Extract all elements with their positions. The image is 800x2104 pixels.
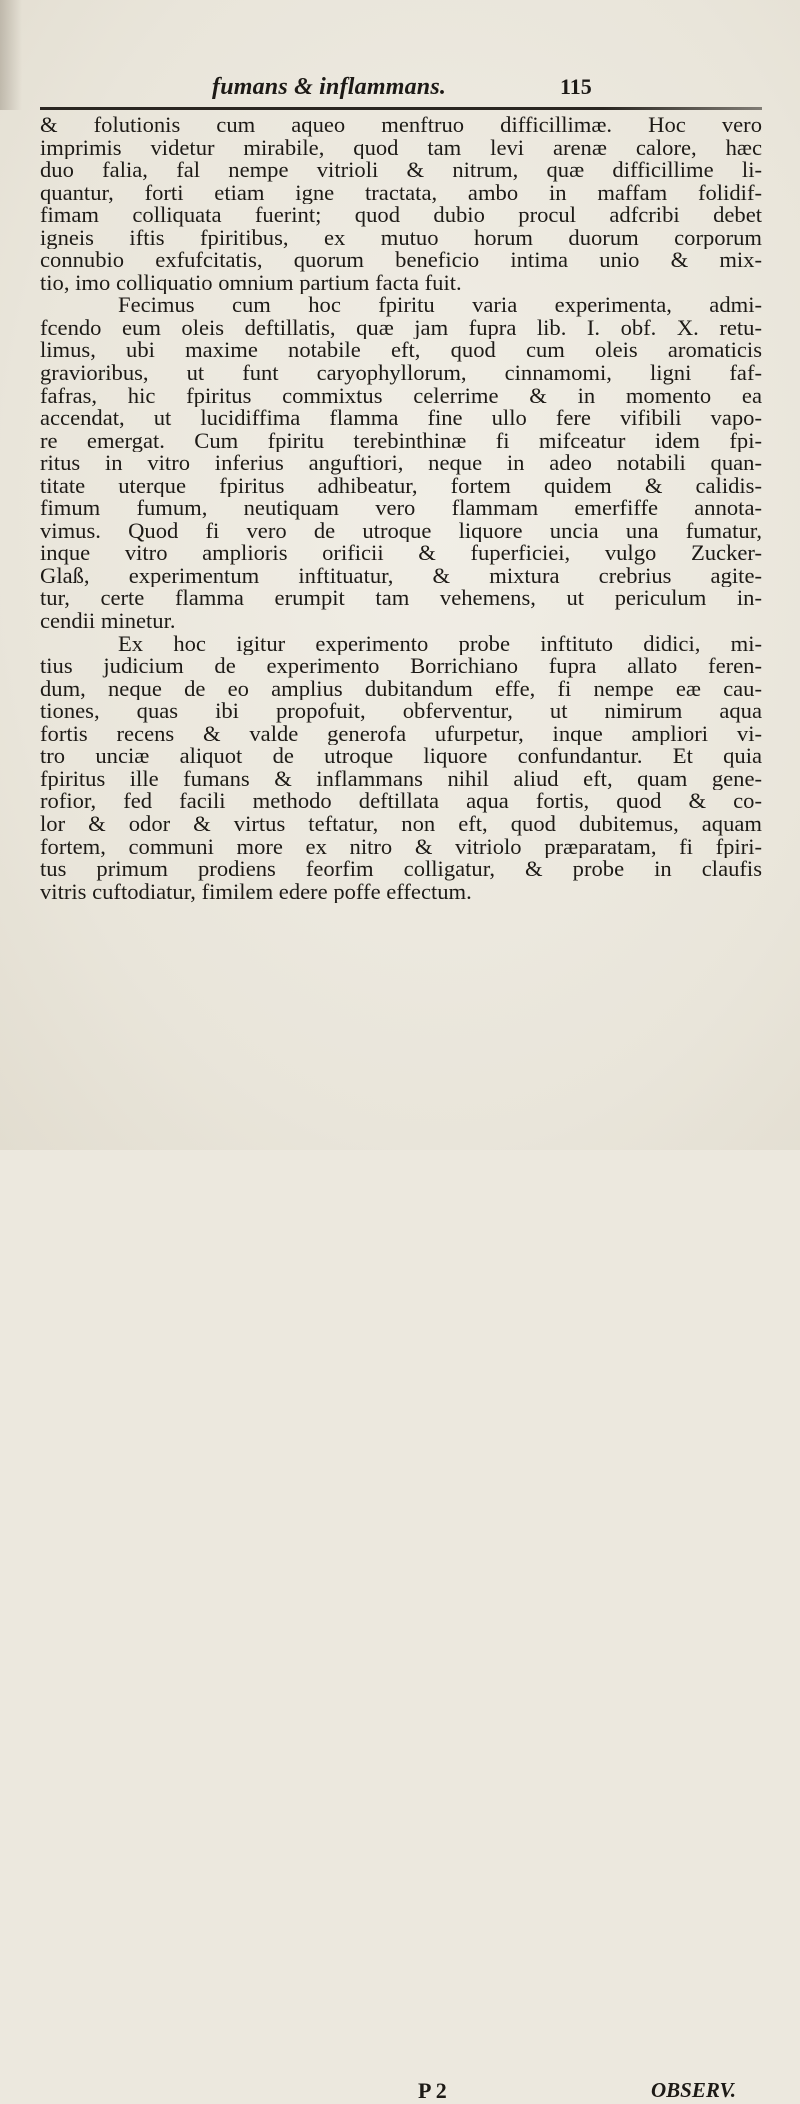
- text-line: Glaß, experimentum inftituatur, & mixtura crebrius agite-: [40, 564, 762, 588]
- running-title: fumans & inflammans.: [212, 74, 447, 100]
- signature-mark: P 2: [418, 2078, 447, 2103]
- text-line: inque vitro amplioris orificii & fuperficiei, vulgo Zucker-: [40, 542, 762, 565]
- text-line: cendii minetur.: [40, 610, 176, 633]
- text-line: tiones, quas ibi propofuit, obferventur, ut nimirum aqua: [40, 700, 762, 723]
- text-line: quantur, forti etiam igne tractata, ambo in maffam folidif-: [40, 181, 762, 205]
- text-line: fpiritus ille fumans & inflammans nihil aliud eft, quam gene-: [40, 767, 762, 791]
- text-line: & folutionis cum aqueo menftruo difficillimæ. Hoc vero: [40, 114, 762, 137]
- text-line: Ex hoc igitur experimento probe inftituto didici, mi-: [118, 632, 762, 656]
- page-number: 115: [560, 74, 592, 99]
- text-line: Fecimus cum hoc fpiritu varia experimenta, admi-: [118, 294, 762, 317]
- text-line: rofior, fed facili methodo deftillata aqua fortis, quod & co-: [40, 790, 762, 813]
- catchword: OBSERV.: [651, 2078, 737, 2102]
- text-line: re emergat. Cum fpiritu terebinthinæ fi mifceatur idem fpi-: [40, 429, 762, 453]
- body-text: [40, 114, 762, 903]
- text-line: tius judicium de experimento Borrichiano fupra allato feren-: [40, 655, 762, 678]
- text-line: tur, certe flamma erumpit tam vehemens, ut periculum in-: [40, 587, 762, 611]
- text-line: limus, ubi maxime notabile eft, quod cum oleis aromaticis: [40, 339, 762, 363]
- text-line: dum, neque de eo amplius dubitandum effe, fi nempe eæ cau-: [40, 677, 762, 701]
- text-line: accendat, ut lucidiffima flamma fine ullo fere vifibili vapo-: [40, 407, 762, 430]
- header-rule: [40, 107, 762, 110]
- text-line: fimam colliquata fuerint; quod dubio procul adfcribi debet: [40, 204, 762, 227]
- text-line: connubio exfufcitatis, quorum beneficio intima unio & mix-: [40, 249, 762, 272]
- text-line: tus primum prodiens feorfim colligatur, & probe in claufis: [40, 858, 762, 881]
- text-line: vitris cuftodiatur, fimilem edere poffe effectum.: [40, 880, 472, 904]
- text-line: ritus in vitro inferius anguftiori, neque in adeo notabili quan-: [40, 452, 762, 475]
- page-edge-stain: [0, 0, 22, 110]
- page-footer: [40, 1039, 762, 2103]
- text-line: igneis iftis fpiritibus, ex mutuo horum duorum corporum: [40, 226, 762, 250]
- text-line: tio, imo colliquatio omnium partium facta fuit.: [40, 271, 462, 295]
- text-line: fimum fumum, neutiquam vero flammam emerfiffe annota-: [40, 497, 762, 520]
- text-line: fafras, hic fpiritus commixtus celerrime & in momento ea: [40, 384, 762, 408]
- text-line: tro unciæ aliquot de utroque liquore confundantur. Et quia: [40, 745, 762, 768]
- text-line: gravioribus, ut funt caryophyllorum, cinnamomi, ligni faf-: [40, 362, 762, 385]
- page-header: [212, 70, 572, 110]
- text-line: fortis recens & valde generofa ufurpetur, inque ampliori vi-: [40, 722, 762, 746]
- text-line: duo falia, fal nempe vitrioli & nitrum, quæ difficillime li-: [40, 159, 762, 182]
- text-line: vimus. Quod fi vero de utroque liquore uncia una fumatur,: [40, 519, 762, 543]
- text-line: imprimis videtur mirabile, quod tam levi arenæ calore, hæc: [40, 136, 762, 160]
- text-line: titate uterque fpiritus adhibeatur, fortem quidem & calidis-: [40, 474, 762, 498]
- text-line: fcendo eum oleis deftillatis, quæ jam fupra lib. I. obf. X. retu-: [40, 316, 762, 340]
- text-line: fortem, communi more ex nitro & vitriolo præparatam, fi fpiri-: [40, 835, 762, 859]
- text-line: lor & odor & virtus teftatur, non eft, quod dubitemus, aquam: [40, 812, 762, 836]
